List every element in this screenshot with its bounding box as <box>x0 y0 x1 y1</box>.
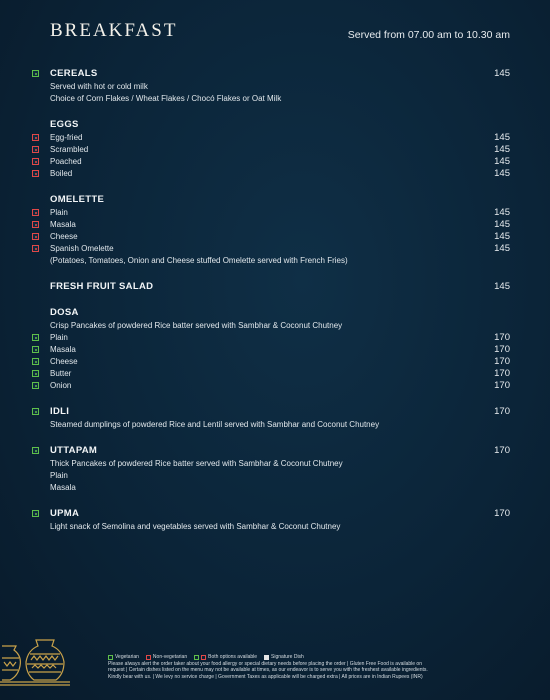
menu-legend <box>108 654 540 680</box>
section-heading <box>32 280 510 293</box>
served-hours: Served from 07.00 am to 10.30 am <box>347 29 510 41</box>
item-description <box>32 93 510 105</box>
item-price: 145 <box>494 281 510 292</box>
item-price: 170 <box>494 344 510 355</box>
item-description <box>32 521 510 533</box>
menu-title: BREAKFAST <box>50 20 178 41</box>
legend-keys <box>108 654 540 661</box>
nonveg-icon <box>32 146 39 153</box>
menu-item-upma <box>32 507 510 520</box>
item-label: Boiled <box>50 169 73 178</box>
item-price: 170 <box>494 508 510 519</box>
veg-icon <box>32 334 39 341</box>
item-description <box>32 81 510 93</box>
option-text: Plain <box>50 471 68 480</box>
section-name: UTTAPAM <box>50 445 98 456</box>
menu-item-idli <box>32 405 510 418</box>
legend-veg <box>108 654 139 661</box>
legend-label: Signature Dish <box>271 654 304 660</box>
item-price: 145 <box>494 219 510 230</box>
section-uttapam <box>32 444 510 494</box>
nonveg-icon <box>201 655 206 660</box>
nonveg-icon <box>32 233 39 240</box>
description-text: Steamed dumplings of powdered Rice and Lentil served with Sambhar and Coconut Chutney <box>50 420 380 429</box>
description-text: Choice of Corn Flakes / Wheat Flakes / Chocó Flakes or Oat Milk <box>50 94 282 103</box>
menu-item-cereals <box>32 67 510 80</box>
veg-icon <box>32 370 39 377</box>
item-label: Cheese <box>50 232 78 241</box>
menu-item <box>32 168 510 180</box>
description-text: Crisp Pancakes of powdered Rice batter served with Sambhar & Coconut Chutney <box>50 321 343 330</box>
section-upma <box>32 507 510 533</box>
menu-header <box>0 0 550 55</box>
menu-item <box>32 231 510 243</box>
item-price: 170 <box>494 445 510 456</box>
veg-icon <box>32 358 39 365</box>
nonveg-icon <box>32 245 39 252</box>
legend-both <box>194 654 257 661</box>
veg-icon <box>32 408 39 415</box>
pottery-illustration-icon <box>0 632 76 686</box>
item-label: Egg-fried <box>50 133 83 142</box>
section-cereals <box>32 67 510 105</box>
item-price: 145 <box>494 68 510 79</box>
veg-icon <box>194 655 199 660</box>
legend-nonveg <box>146 654 187 661</box>
legend-label: Vegetarian <box>115 654 139 660</box>
section-heading <box>32 193 510 206</box>
section-idli <box>32 405 510 431</box>
item-price: 170 <box>494 332 510 343</box>
item-price: 145 <box>494 243 510 254</box>
item-price: 170 <box>494 356 510 367</box>
menu-item <box>32 243 510 255</box>
item-option <box>32 482 510 494</box>
item-note <box>32 255 510 267</box>
note-text: (Potatoes, Tomatoes, Onion and Cheese stuffed Omelette served with French Fries) <box>50 256 348 265</box>
item-option <box>32 470 510 482</box>
nonveg-icon <box>32 158 39 165</box>
description-text: Served with hot or cold milk <box>50 82 148 91</box>
nonveg-icon <box>32 134 39 141</box>
item-price: 145 <box>494 156 510 167</box>
nonveg-icon <box>146 655 151 660</box>
menu-item <box>32 207 510 219</box>
nonveg-icon <box>32 209 39 216</box>
option-text: Masala <box>50 483 76 492</box>
legend-note-line: Kindly bear with us. | We levy no service charge | Government Taxes as applicable will be charged extra | All prices are in Indian Rupees (INR) <box>108 673 423 680</box>
item-description <box>32 458 510 470</box>
item-price: 170 <box>494 368 510 379</box>
veg-icon <box>32 447 39 454</box>
veg-icon <box>32 346 39 353</box>
section-name: EGGS <box>50 119 79 130</box>
nonveg-icon <box>32 221 39 228</box>
item-label: Scrambled <box>50 145 89 154</box>
menu-item <box>32 219 510 231</box>
menu-item-uttapam <box>32 444 510 457</box>
item-label: Plain <box>50 208 68 217</box>
menu-item <box>32 368 510 380</box>
item-price: 145 <box>494 144 510 155</box>
description-text: Thick Pancakes of powdered Rice batter served with Sambhar & Coconut Chutney <box>50 459 343 468</box>
item-description <box>32 320 510 332</box>
section-fruit-salad <box>32 280 510 293</box>
signature-icon <box>264 655 269 660</box>
item-label: Onion <box>50 381 72 390</box>
item-label: Cheese <box>50 357 78 366</box>
item-label: Poached <box>50 157 82 166</box>
item-description <box>32 419 510 431</box>
item-label: Masala <box>50 345 76 354</box>
section-name: FRESH FRUIT SALAD <box>50 281 154 292</box>
item-label: Butter <box>50 369 72 378</box>
veg-icon <box>32 510 39 517</box>
veg-icon <box>32 70 39 77</box>
menu-item <box>32 332 510 344</box>
legend-label: Both options available <box>208 654 258 660</box>
item-price: 145 <box>494 231 510 242</box>
menu-item <box>32 344 510 356</box>
legend-label: Non-vegetarian <box>152 654 188 660</box>
section-name: CEREALS <box>50 68 98 79</box>
description-text: Light snack of Semolina and vegetables served with Sambhar & Coconut Chutney <box>50 522 341 531</box>
item-label: Spanish Omelette <box>50 244 114 253</box>
veg-icon <box>108 655 113 660</box>
menu-item <box>32 144 510 156</box>
item-label: Masala <box>50 220 76 229</box>
item-price: 170 <box>494 380 510 391</box>
legend-signature <box>264 654 304 661</box>
menu-list <box>32 67 510 546</box>
item-price: 145 <box>494 207 510 218</box>
item-price: 145 <box>494 132 510 143</box>
menu-item <box>32 356 510 368</box>
section-name: UPMA <box>50 508 80 519</box>
section-name: IDLI <box>50 406 70 417</box>
item-price: 170 <box>494 406 510 417</box>
section-heading <box>32 118 510 131</box>
section-name: DOSA <box>50 307 79 318</box>
item-price: 145 <box>494 168 510 179</box>
section-omelette <box>32 193 510 267</box>
menu-item <box>32 132 510 144</box>
section-heading <box>32 306 510 319</box>
section-dosa <box>32 306 510 392</box>
nonveg-icon <box>32 170 39 177</box>
section-name: OMELETTE <box>50 194 105 205</box>
item-label: Plain <box>50 333 68 342</box>
menu-item <box>32 156 510 168</box>
section-eggs <box>32 118 510 180</box>
menu-item <box>32 380 510 392</box>
legend-note-line: request | Certain dishes listed on the menu may not be available at times, as our endeavor is to serve you with the freshest available ingredients. <box>108 667 428 674</box>
veg-icon <box>32 382 39 389</box>
legend-note-line: Please always alert the order taker about your food allergy or special dietary needs before placing the order | Gluten Free Food is available on <box>108 660 422 667</box>
